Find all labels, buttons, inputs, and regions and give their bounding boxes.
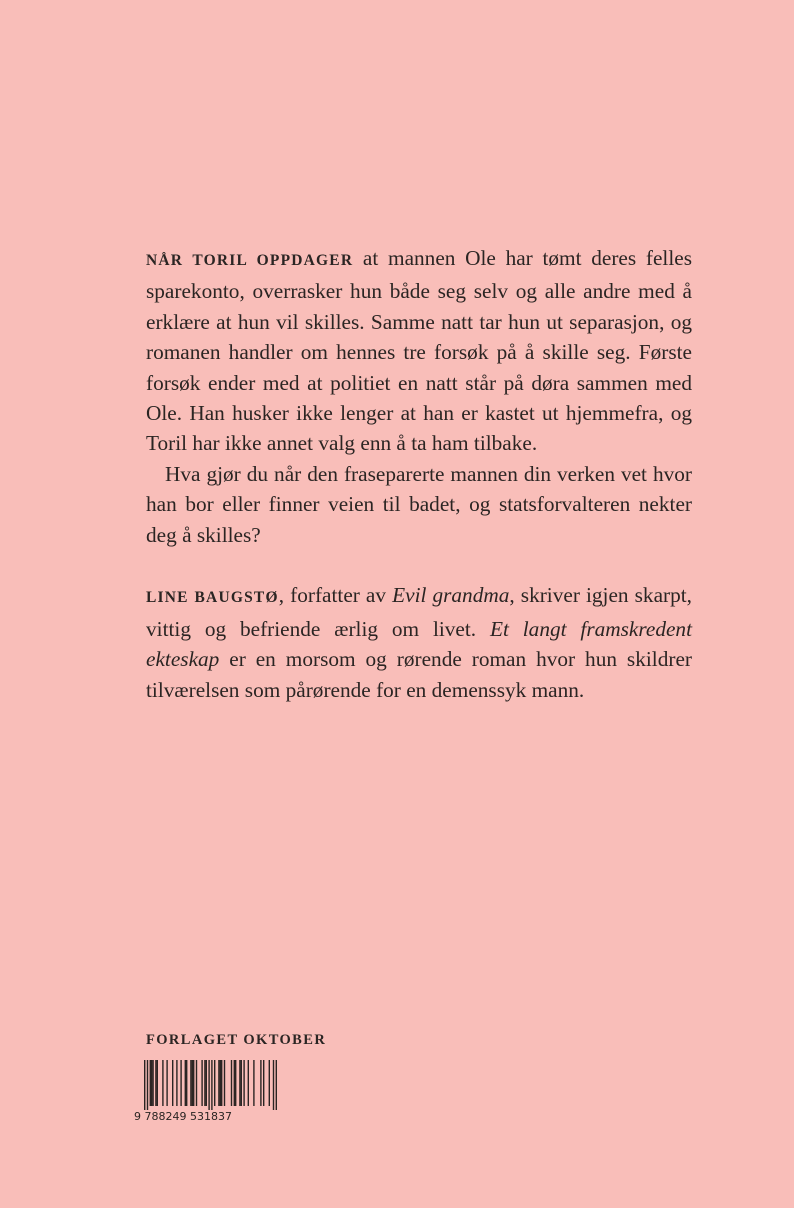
- author-text-a: , forfatter av: [278, 583, 393, 608]
- previous-book-title: Evil grandma: [392, 583, 510, 608]
- back-cover-text: [146, 243, 692, 705]
- barcode-bar: [185, 1060, 186, 1106]
- barcode-bar: [201, 1060, 202, 1106]
- author-name: LINE BAUGSTØ: [146, 589, 279, 607]
- isbn-number: 9 788249 531837: [134, 1110, 232, 1123]
- synopsis-paragraph-1: [146, 243, 692, 459]
- book-title: Et langt framskredent ekteskap: [146, 616, 692, 672]
- publisher-name: FORLAGET OKTOBER: [146, 1032, 327, 1048]
- barcode-bar: [192, 1060, 193, 1106]
- barcode-bar: [241, 1060, 242, 1106]
- barcode-bar: [204, 1060, 205, 1106]
- barcode-graphic: [134, 1060, 282, 1110]
- barcode-bar: [248, 1060, 249, 1106]
- barcode-bar: [190, 1060, 191, 1106]
- barcode-bar: [180, 1060, 181, 1106]
- barcode-bar: [263, 1060, 264, 1106]
- author-paragraph: [146, 580, 692, 705]
- barcode-bar: [234, 1060, 235, 1106]
- barcode-bar: [196, 1060, 197, 1106]
- barcode-bar: [214, 1060, 215, 1106]
- barcode-bar: [211, 1060, 212, 1110]
- barcode-bar: [224, 1060, 225, 1106]
- barcode-bar: [150, 1060, 151, 1106]
- barcode-bar: [235, 1060, 236, 1106]
- barcode-bar: [186, 1060, 187, 1106]
- barcode-bar: [151, 1060, 152, 1106]
- barcode-bar: [162, 1060, 163, 1106]
- barcode-bar: [206, 1060, 207, 1106]
- author-text-c: er en morsom og rørende roman hvor hun skildrer tilværelsen som pårørende for en demenssyk mann.: [146, 647, 692, 702]
- barcode-bar: [155, 1060, 156, 1106]
- synopsis-paragraph-2: [146, 459, 692, 550]
- barcode-bar: [193, 1060, 194, 1106]
- barcode-bar: [273, 1060, 274, 1110]
- synopsis-text-2: Hva gjør du når den fraseparerte mannen din verken vet hvor han bor eller finner veien til badet, og statsforvalteren nekter deg å skilles?: [146, 461, 692, 547]
- barcode-bar: [147, 1060, 148, 1110]
- barcode-bar: [221, 1060, 222, 1106]
- barcode-bar: [260, 1060, 261, 1106]
- author-text-b: , skriver igjen skarpt, vittig og befriende ærlig om livet.: [146, 583, 693, 641]
- barcode-bar: [243, 1060, 244, 1106]
- barcode-bar: [144, 1060, 145, 1110]
- barcode-bar: [208, 1060, 209, 1110]
- barcode-bar: [239, 1060, 240, 1106]
- synopsis-lead: NÅR TORIL OPPDAGER: [146, 252, 354, 269]
- barcode-bar: [220, 1060, 221, 1106]
- barcode-bar: [253, 1060, 254, 1106]
- barcode-bar: [157, 1060, 158, 1106]
- barcode-bar: [269, 1060, 270, 1106]
- barcode-bar: [152, 1060, 153, 1106]
- barcode-bar: [176, 1060, 177, 1106]
- barcode-bar: [231, 1060, 232, 1106]
- barcode-bar: [172, 1060, 173, 1106]
- barcode-bar: [166, 1060, 167, 1106]
- barcode-bar: [218, 1060, 219, 1106]
- barcode-bar: [276, 1060, 277, 1110]
- synopsis-text-1: at mannen Ole har tømt deres felles sparekonto, overrasker hun både seg selv og alle andre med å erklære at hun vil skilles. Samme natt tar hun ut separasjon, og romanen handler om hennes tre forsøk på å skille seg. Første forsøk ender med at politiet en natt står på døra sammen med Ole. Han husker ikke lenger at han er kastet ut hjemmefra, og Toril har ikke annet valg enn å ta ham tilbake.: [146, 246, 692, 456]
